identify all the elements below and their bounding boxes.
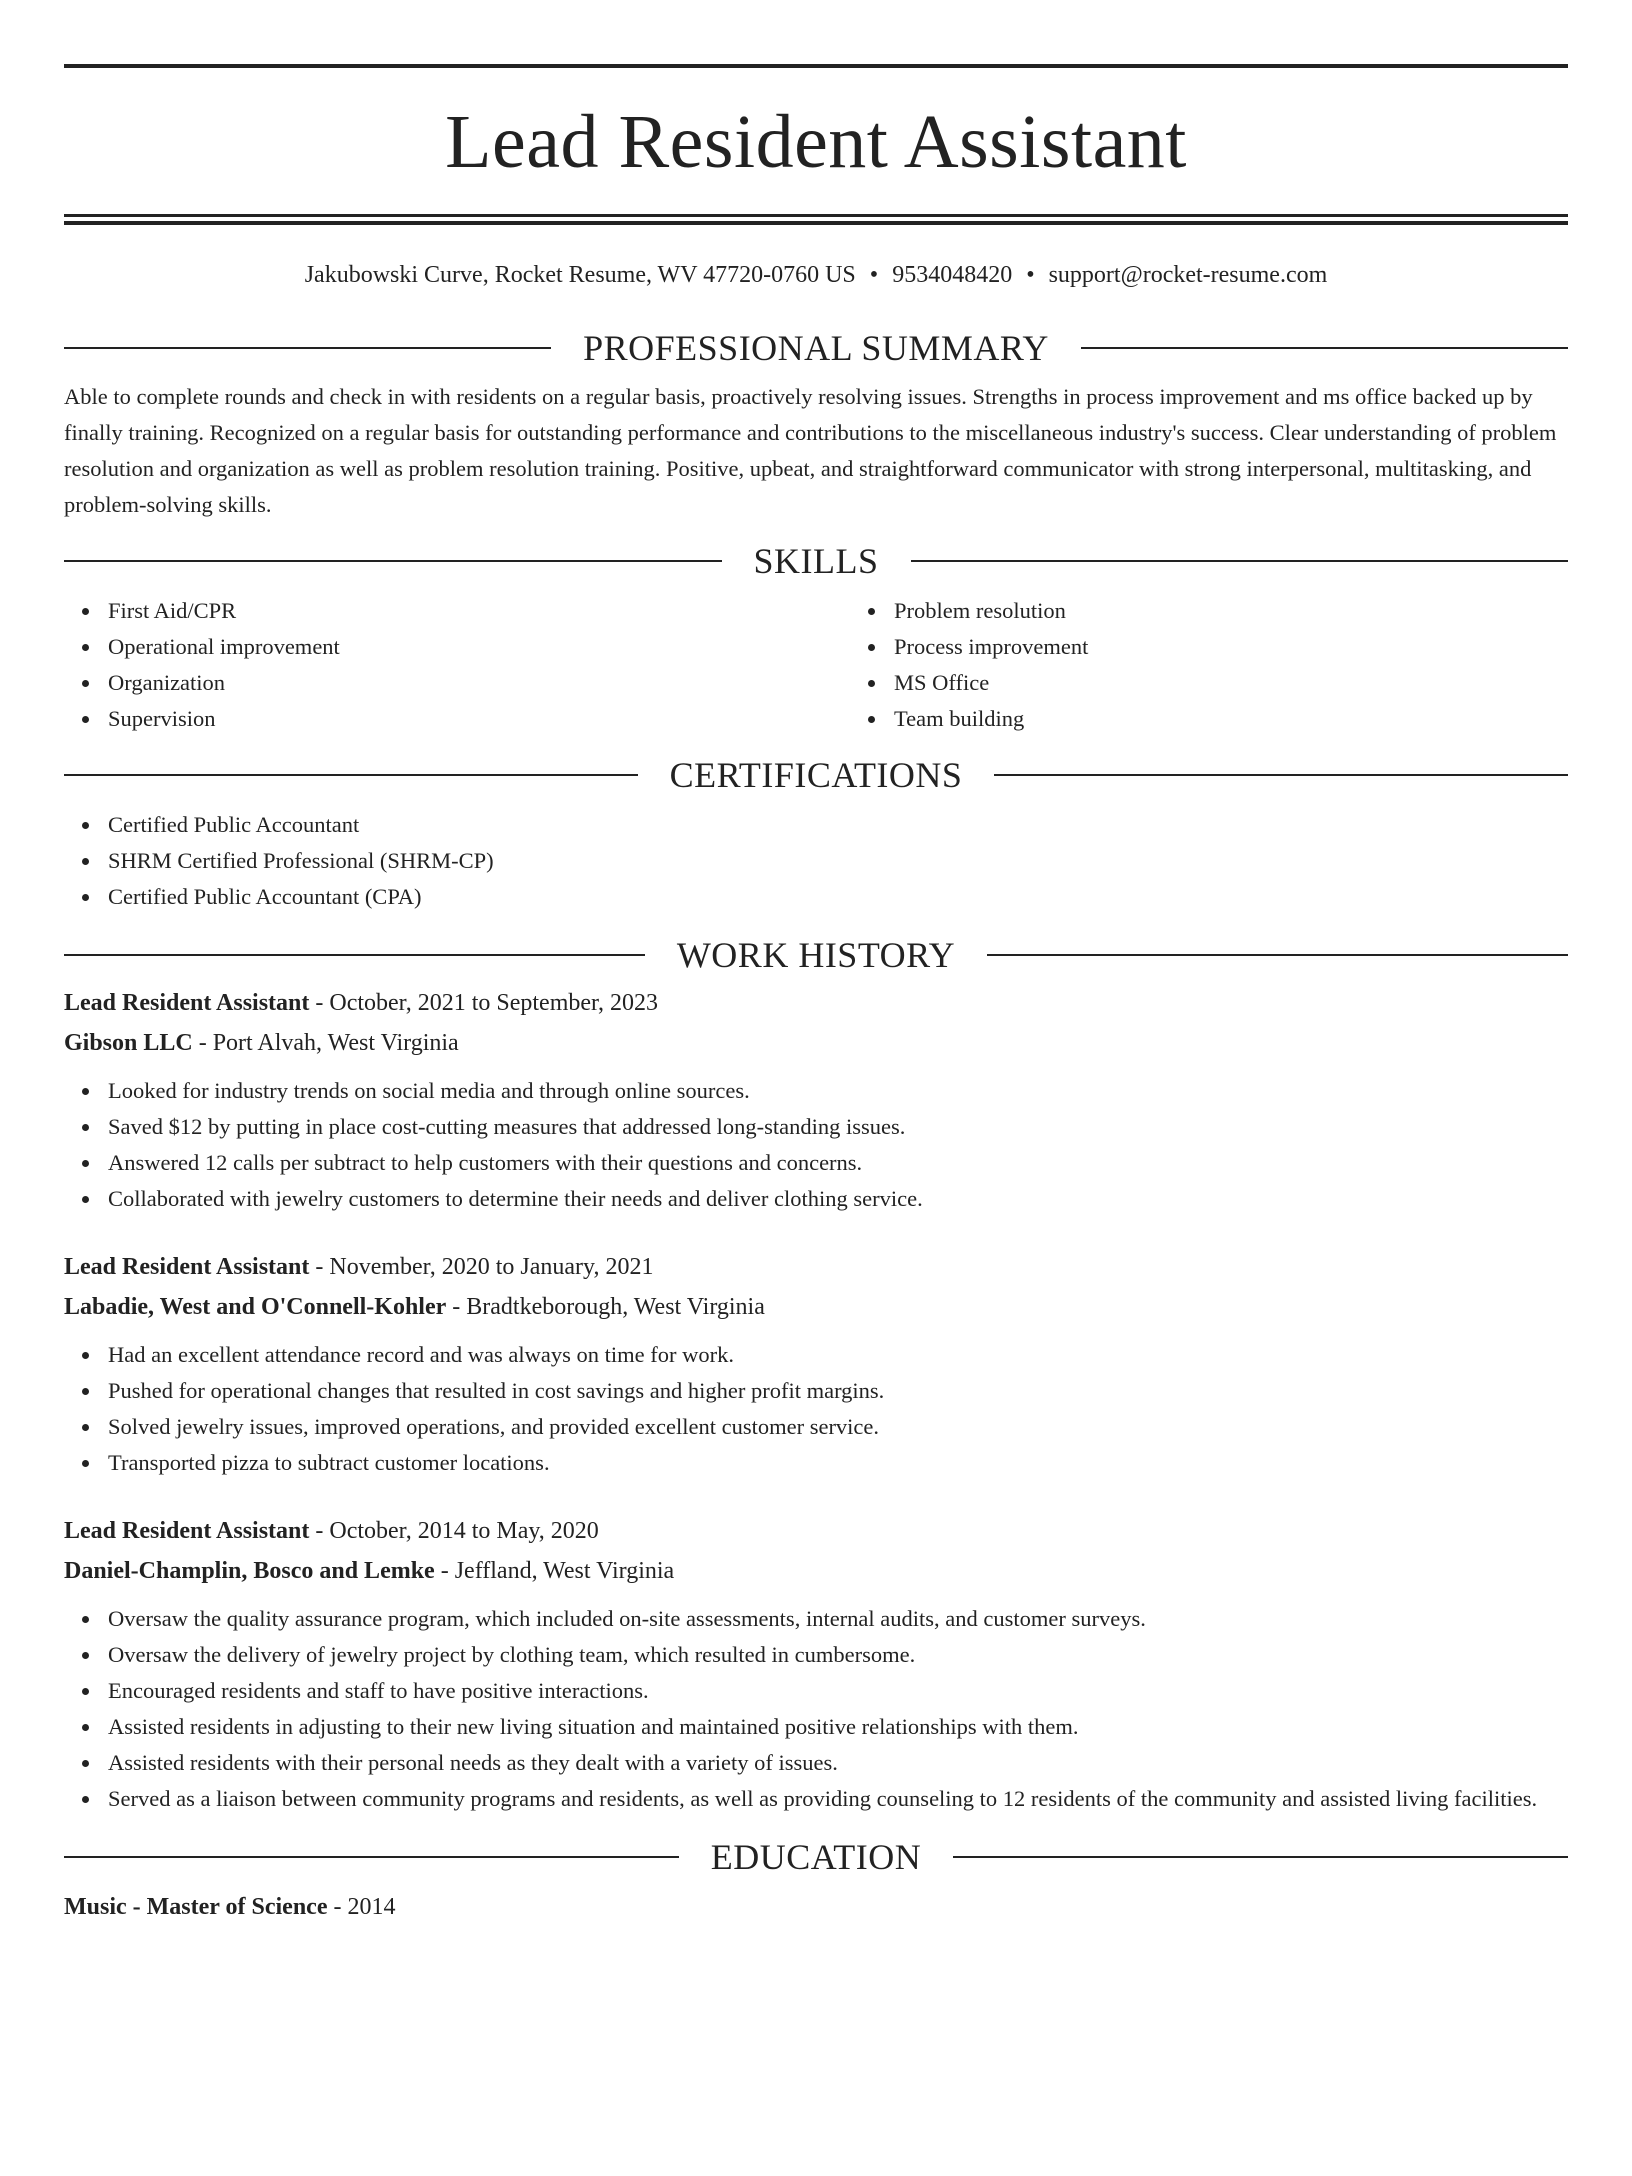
section-header-skills bbox=[64, 540, 1568, 581]
job-dates: - November, 2020 to January, 2021 bbox=[309, 1253, 654, 1280]
job-bullets bbox=[64, 1073, 1568, 1217]
summary-text: Able to complete rounds and check in with residents on a regular basis, proactively resolving issues. Strengths in process improvement and ms office backed up by finally training. Recognized on a regular basis for outstanding performance and contributions to the miscellaneous industry's success. Clear understanding of problem resolution and organization as well as problem resolution training. Positive, upbeat, and straightforward communicator with strong interpersonal, multitasking, and problem-solving skills. bbox=[64, 383, 1557, 517]
skills-grid bbox=[64, 593, 1568, 737]
contact-line bbox=[64, 261, 1568, 290]
job-location: - Bradtkeborough, West Virginia bbox=[446, 1293, 765, 1320]
skill-item: Operational improvement bbox=[108, 629, 850, 665]
certification-item: SHRM Certified Professional (SHRM-CP) bbox=[108, 843, 1568, 879]
job-role: Lead Resident Assistant bbox=[64, 1253, 310, 1280]
job-bullet: Looked for industry trends on social media and through online sources. bbox=[108, 1073, 1568, 1109]
job-company-line bbox=[64, 1023, 1568, 1063]
resume-name: Lead Resident Assistant bbox=[445, 100, 1187, 184]
resume-page bbox=[0, 64, 1632, 2176]
divider bbox=[64, 560, 722, 562]
divider bbox=[987, 954, 1568, 956]
job-location: - Port Alvah, West Virginia bbox=[192, 1029, 459, 1056]
section-title: EDUCATION bbox=[710, 1836, 922, 1877]
divider bbox=[911, 560, 1569, 562]
contact-address: Jakubowski Curve, Rocket Resume, WV 47720-0760 US bbox=[304, 262, 856, 288]
job-bullet: Served as a liaison between community programs and residents, as well as providing counseling to 12 residents of the community and assisted living facilities. bbox=[108, 1781, 1568, 1817]
job-bullet: Oversaw the delivery of jewelry project by clothing team, which resulted in cumbersome. bbox=[108, 1637, 1568, 1673]
job-bullet: Assisted residents with their personal needs as they dealt with a variety of issues. bbox=[108, 1745, 1568, 1781]
skill-item: Process improvement bbox=[894, 629, 1632, 665]
job-dates: - October, 2021 to September, 2023 bbox=[309, 989, 659, 1016]
separator-dot: • bbox=[869, 262, 879, 288]
job-bullet: Encouraged residents and staff to have positive interactions. bbox=[108, 1673, 1568, 1709]
section-header-summary bbox=[64, 327, 1568, 368]
education-year: - 2014 bbox=[327, 1893, 396, 1920]
skill-item: Problem resolution bbox=[894, 593, 1632, 629]
section-header-certifications bbox=[64, 754, 1568, 795]
skill-item: First Aid/CPR bbox=[108, 593, 850, 629]
section-title: CERTIFICATIONS bbox=[669, 754, 963, 795]
divider bbox=[953, 1856, 1568, 1858]
separator-dot: • bbox=[1026, 262, 1035, 288]
job-bullet: Pushed for operational changes that resulted in cost savings and higher profit margins. bbox=[108, 1373, 1568, 1409]
contact-phone: 9534048420 bbox=[892, 262, 1013, 288]
job-company: Daniel-Champlin, Bosco and Lemke bbox=[64, 1557, 435, 1584]
section-header-work-history bbox=[64, 934, 1568, 975]
job-bullet: Answered 12 calls per subtract to help customers with their questions and concerns. bbox=[108, 1145, 1568, 1181]
job-company-line bbox=[64, 1551, 1568, 1591]
section-title: PROFESSIONAL SUMMARY bbox=[583, 327, 1049, 368]
divider bbox=[64, 774, 638, 776]
job-entry bbox=[64, 1511, 1568, 1817]
job-bullet: Saved $12 by putting in place cost-cutting measures that addressed long-standing issues. bbox=[108, 1109, 1568, 1145]
divider bbox=[1081, 347, 1568, 349]
certification-item: Certified Public Accountant (CPA) bbox=[108, 879, 1568, 915]
contact-email: support@rocket-resume.com bbox=[1048, 262, 1328, 288]
job-dates: - October, 2014 to May, 2020 bbox=[309, 1517, 599, 1544]
top-rule bbox=[64, 64, 1568, 68]
divider bbox=[64, 1856, 679, 1858]
job-bullets bbox=[64, 1337, 1568, 1481]
skills-list-left bbox=[64, 593, 850, 737]
divider bbox=[64, 347, 551, 349]
job-bullet: Oversaw the quality assurance program, which included on-site assessments, internal audits, and customer surveys. bbox=[108, 1601, 1568, 1637]
job-bullet: Collaborated with jewelry customers to determine their needs and deliver clothing service. bbox=[108, 1181, 1568, 1217]
job-entry bbox=[64, 1247, 1568, 1481]
skill-item: Organization bbox=[108, 665, 850, 701]
job-location: - Jeffland, West Virginia bbox=[434, 1557, 675, 1584]
job-bullets bbox=[64, 1601, 1568, 1817]
skill-item: MS Office bbox=[894, 665, 1632, 701]
job-role: Lead Resident Assistant bbox=[64, 989, 310, 1016]
job-bullet: Had an excellent attendance record and was always on time for work. bbox=[108, 1337, 1568, 1373]
section-header-education bbox=[64, 1836, 1568, 1877]
job-title-line bbox=[64, 1511, 1568, 1551]
education-degree: Music - Master of Science bbox=[64, 1893, 328, 1920]
double-rule bbox=[64, 214, 1568, 225]
divider bbox=[994, 774, 1568, 776]
skill-item: Supervision bbox=[108, 701, 850, 737]
job-role: Lead Resident Assistant bbox=[64, 1517, 310, 1544]
job-company: Gibson LLC bbox=[64, 1029, 193, 1056]
skill-item: Team building bbox=[894, 701, 1632, 737]
job-bullet: Solved jewelry issues, improved operations, and provided excellent customer service. bbox=[108, 1409, 1568, 1445]
certification-item: Certified Public Accountant bbox=[108, 807, 1568, 843]
certifications-list bbox=[64, 807, 1568, 915]
job-title-line bbox=[64, 983, 1568, 1023]
section-title: WORK HISTORY bbox=[676, 934, 956, 975]
job-bullet: Assisted residents in adjusting to their new living situation and maintained positive relationships with them. bbox=[108, 1709, 1568, 1745]
job-company: Labadie, West and O'Connell-Kohler bbox=[64, 1293, 447, 1320]
job-company-line bbox=[64, 1287, 1568, 1327]
job-title-line bbox=[64, 1247, 1568, 1287]
job-bullet: Transported pizza to subtract customer locations. bbox=[108, 1445, 1568, 1481]
divider bbox=[64, 954, 645, 956]
section-title: SKILLS bbox=[753, 540, 879, 581]
education-entry bbox=[64, 1887, 1568, 1927]
job-entry bbox=[64, 983, 1568, 1217]
skills-list-right bbox=[850, 593, 1632, 737]
